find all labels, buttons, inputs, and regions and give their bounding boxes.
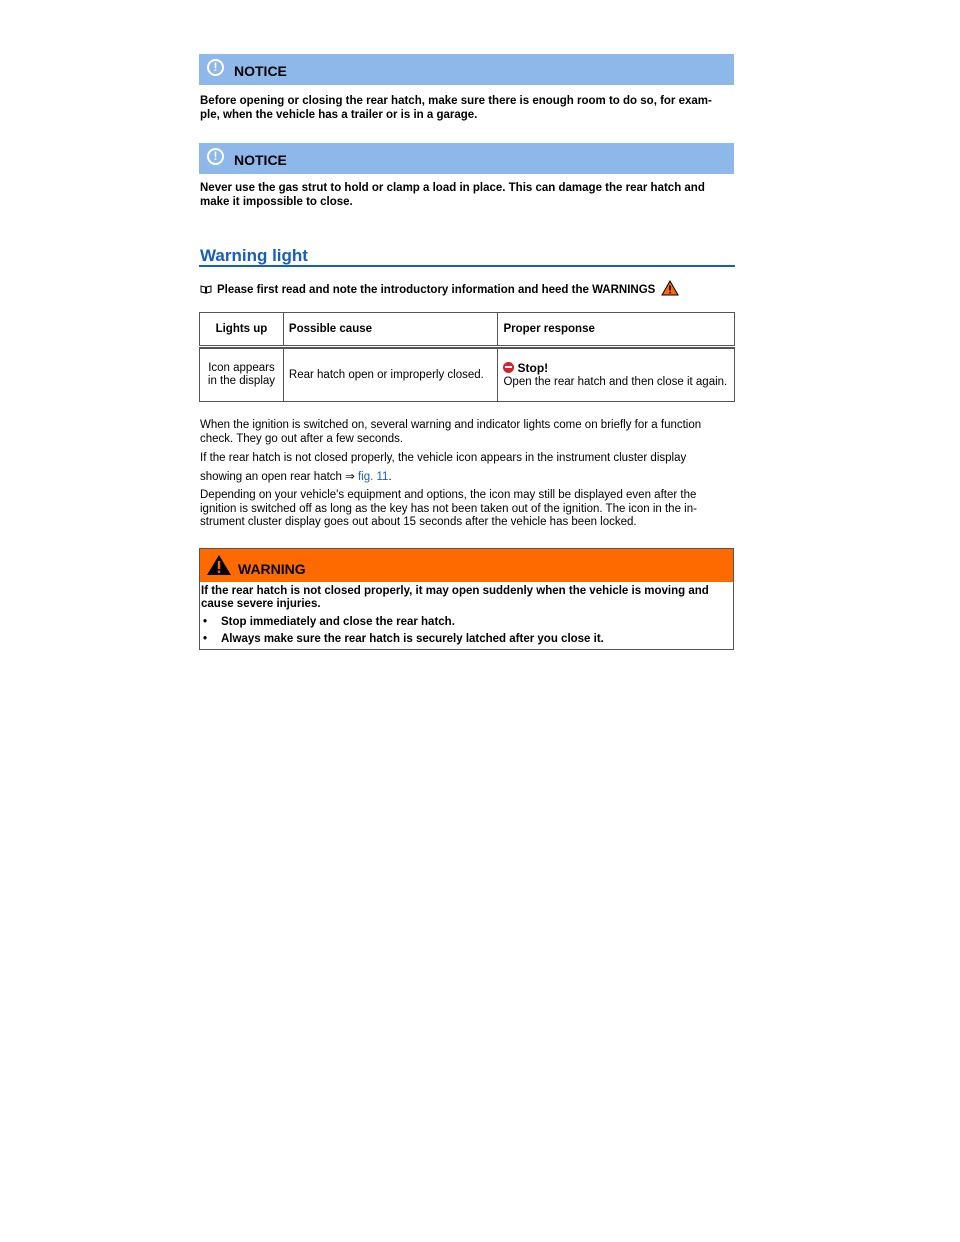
paragraph-3-text: showing an open rear hatch ⇒ — [200, 471, 358, 483]
exclamation-circle-icon: ! — [207, 59, 224, 76]
warning-triangle-icon — [206, 554, 232, 576]
paragraph-1: When the ignition is switched on, several warning and indicator lights come on briefly for a function check. They go out after a few seconds. — [200, 419, 702, 445]
paragraph-3 — [200, 471, 730, 485]
warning-triangle-icon[interactable] — [661, 280, 679, 296]
intro-text: Please first read and note the introductory information and heed the WARNINGS — [217, 284, 656, 296]
paragraph-2: If the rear hatch is not closed properly, the vehicle icon appears in the instrument cluster display — [200, 452, 687, 464]
warning-light-table — [199, 312, 735, 402]
bullet-text: Stop immediately and close the rear hatch. — [221, 616, 455, 628]
notice-title: NOTICE — [234, 63, 287, 79]
paragraph-3-end: . — [388, 471, 392, 483]
exclamation-circle-icon: ! — [207, 148, 224, 165]
cell-lights-up: Icon appears in the display — [200, 349, 284, 402]
section-divider — [199, 265, 735, 267]
paragraph-4: Depending on your vehicle's equipment and options, the icon may still be displayed even after the ignition is switched off as long as the key has not been taken out of the ignition. The icon in the in-strument cluster display goes out about 15 seconds after the vehicle has been locked. — [200, 489, 697, 528]
section-heading: Warning light — [200, 246, 308, 265]
stop-label: Stop! — [517, 360, 549, 375]
figure-link[interactable]: fig. 11 — [357, 471, 389, 483]
table-row — [200, 349, 735, 402]
response-text: Open the rear hatch and then close it again. — [503, 375, 728, 388]
notice-text-2: Never use the gas strut to hold or clamp a load in place. This can damage the rear hatch and make it impossible to close. — [200, 182, 705, 208]
notice-bar-2 — [199, 143, 734, 174]
bullet-text: Always make sure the rear hatch is securely latched after you close it. — [221, 633, 604, 645]
list-item — [203, 616, 455, 628]
notice-title: NOTICE — [234, 152, 287, 168]
warning-title: WARNING — [238, 561, 306, 577]
stop-icon — [503, 362, 514, 373]
list-item — [203, 633, 604, 645]
header-proper-response: Proper response — [498, 313, 735, 347]
notice-text-1: Before opening or closing the rear hatch, make sure there is enough room to do so, for exam-ple, when the vehicle has a trailer or is in a garage. — [200, 95, 712, 121]
table-header-row — [200, 313, 735, 347]
header-possible-cause: Possible cause — [283, 313, 498, 347]
header-lights-up: Lights up — [200, 313, 284, 347]
book-icon — [200, 285, 212, 294]
cell-response — [498, 349, 735, 402]
bullet-dot: • — [203, 616, 208, 628]
warning-box — [199, 548, 734, 650]
warning-text: If the rear hatch is not closed properly, it may open suddenly when the vehicle is moving and cause severe injuries. — [201, 585, 709, 610]
bullet-dot: • — [203, 633, 208, 645]
notice-bar-1 — [199, 54, 734, 85]
cell-cause: Rear hatch open or improperly closed. — [283, 349, 498, 402]
warning-bar — [200, 549, 733, 582]
intro-line — [200, 280, 679, 296]
